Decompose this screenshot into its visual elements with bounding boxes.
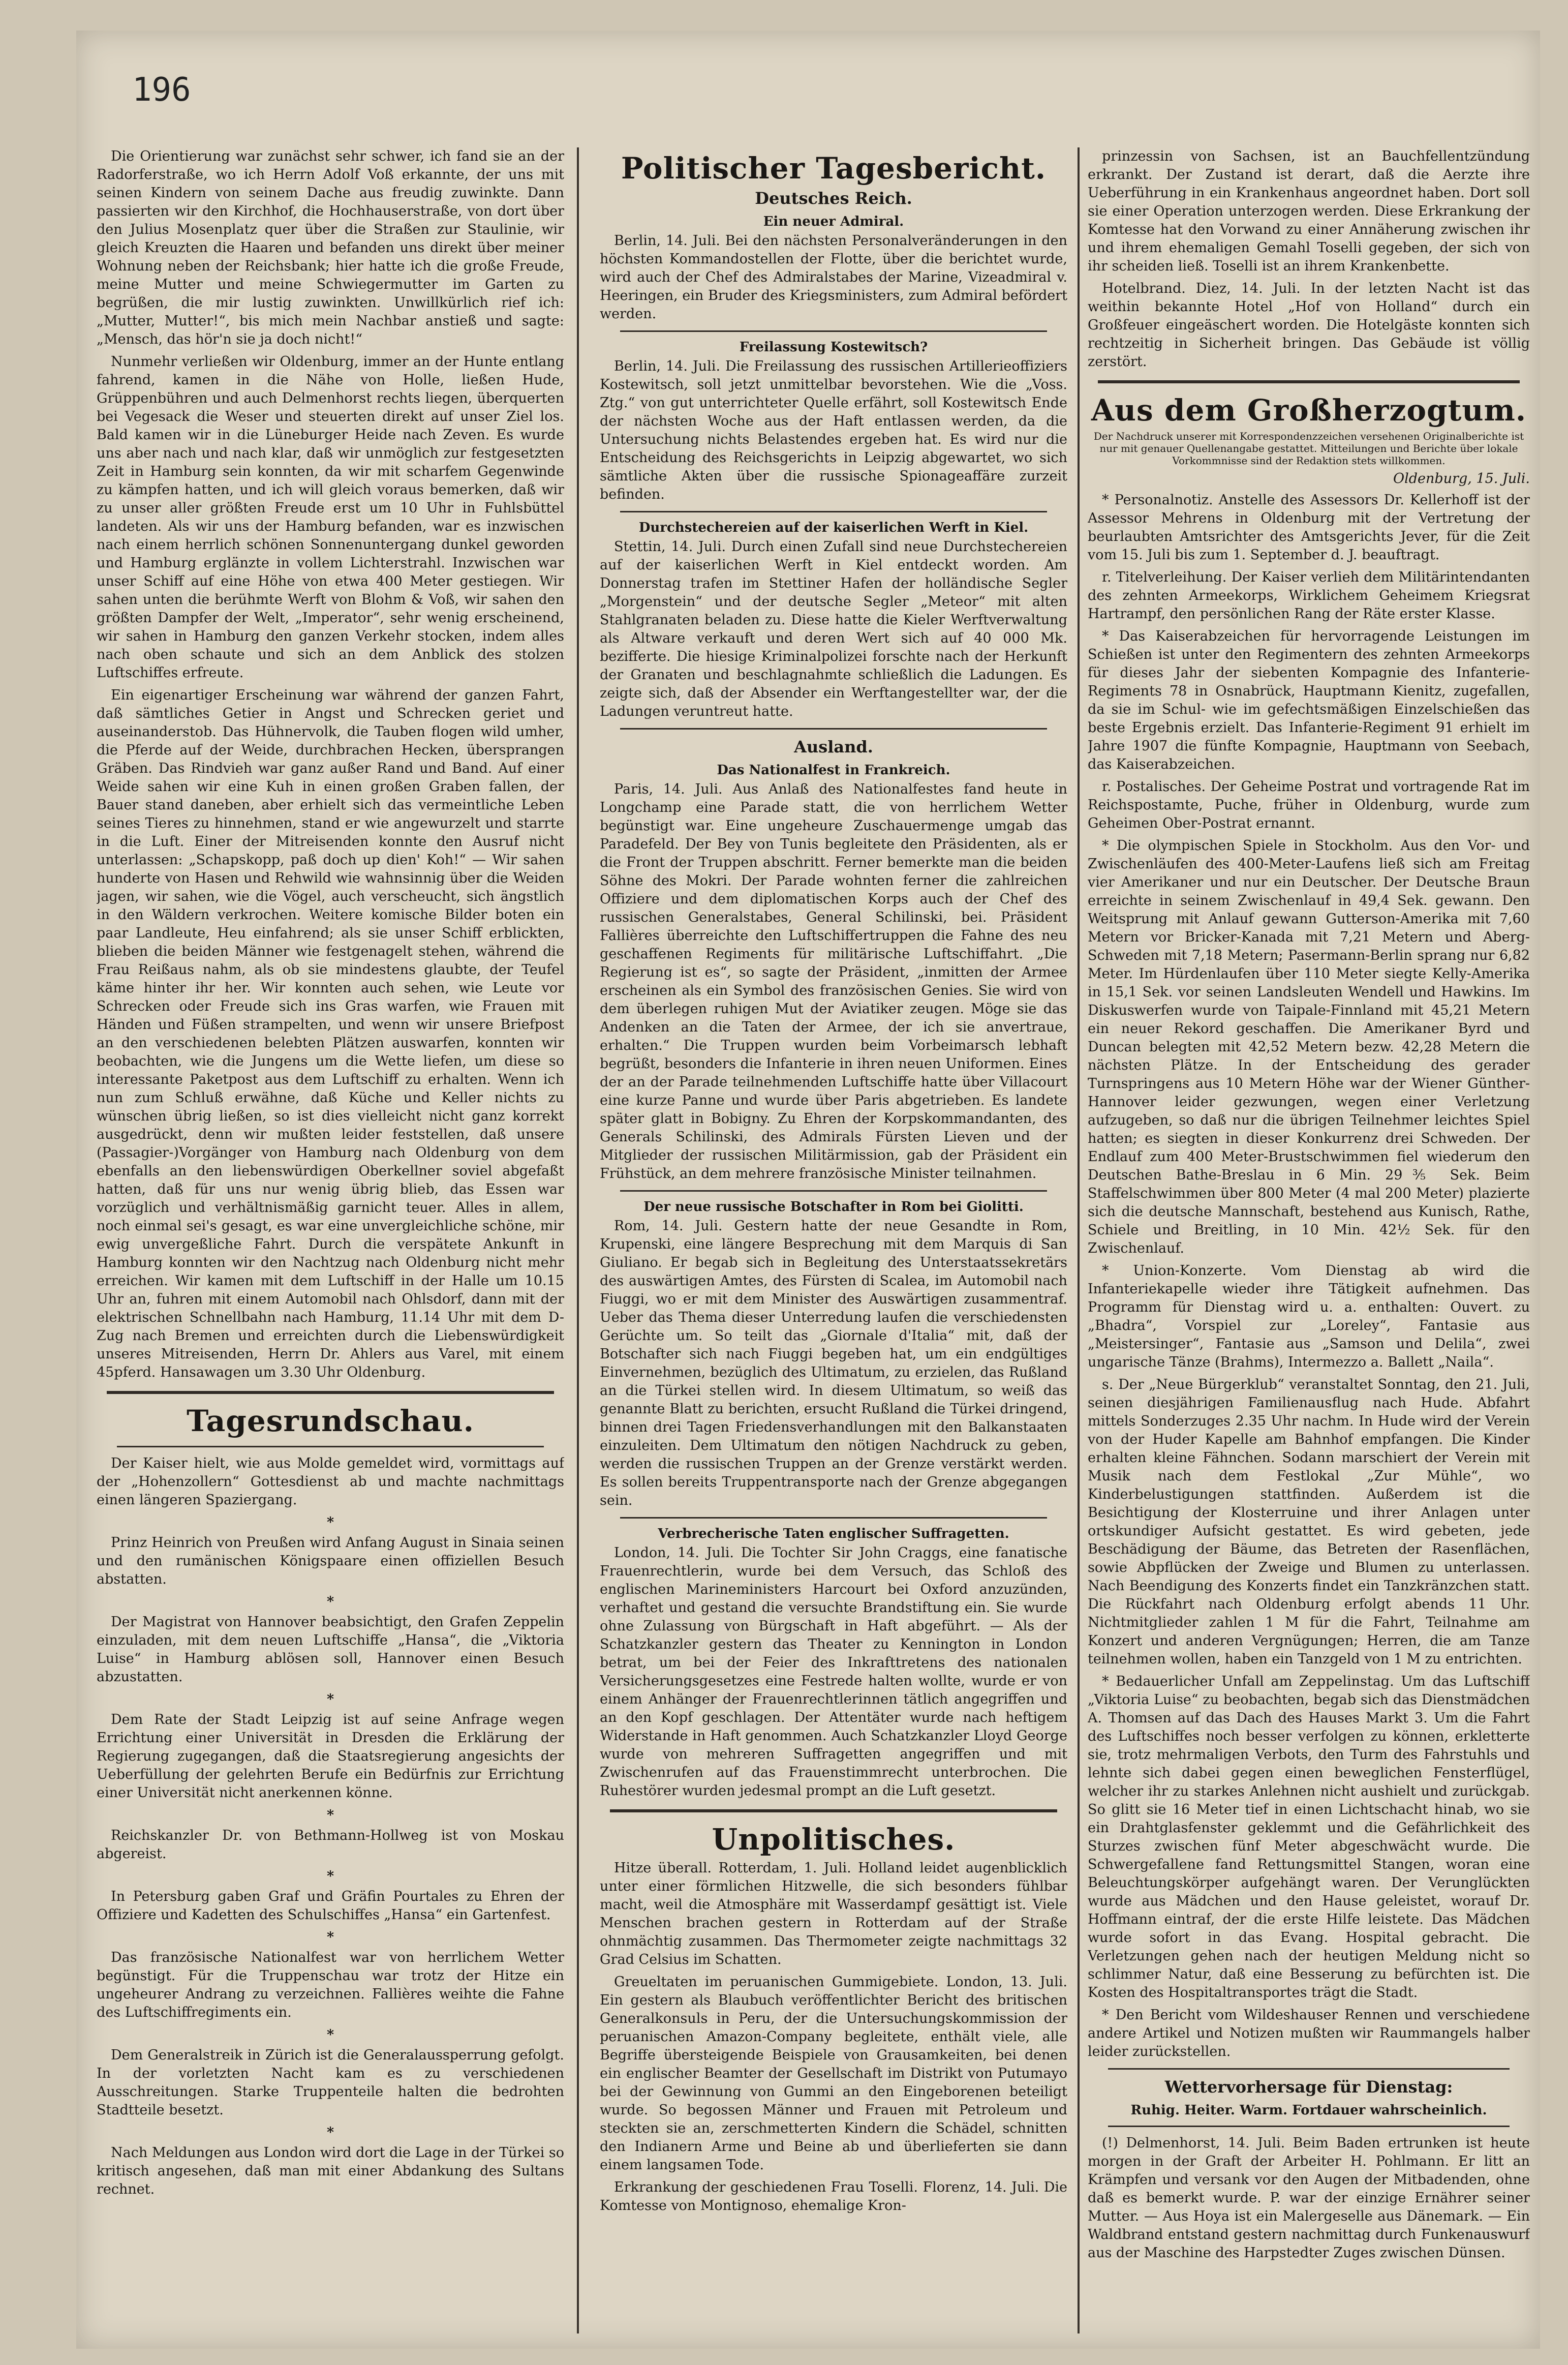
divider	[620, 1190, 1047, 1192]
article-paragraph: Hotelbrand. Diez, 14. Juli. In der letzten Nacht ist das weithin bekannte Hotel „Hof von Holland“ durch ein Großfeuer eingeäschert worden. Die Hotelgäste konnten sich rechtzeitig in Sicherheit bringen. Das Gebäude ist völlig zerstört.	[1088, 281, 1530, 370]
article-title: Verbrecherische Taten englischer Suffragetten.	[658, 1526, 1009, 1541]
article-paragraph: Erkrankung der geschiedenen Frau Toselli. Florenz, 14. Juli. Die Komtesse von Montignoso, ehemalige Kron-	[600, 2179, 1067, 2214]
article-title: Das Nationalfest in Frankreich.	[717, 763, 950, 778]
section-divider	[107, 1391, 554, 1394]
news-item: Der Magistrat von Hannover beabsichtigt, den Grafen Zeppelin einzuladen, mit dem neuen Luftschiffe „Hansa“, die „Viktoria Luise“ in Hamburg ablösen soll, Hannover einen Besuch abzustatten.	[97, 1614, 564, 1685]
news-item: * Das Kaiserabzeichen für hervorragende Leistungen im Schießen ist unter den Regimentern des zehnten Armeekorps für dieses Jahr der siebenten Kompagnie des Infanterie-Regiments 78 in Osnabrück, Hauptmann Kienitz, zugefallen, da sie im Schul- wie im gefechtsmäßigen Einzelschießen das beste Ergebnis erzielt. Das Infanterie-Regiment 91 erhielt im Jahre 1907 die fünfte Kompagnie, Hauptmann von Seebach, das Kaiserabzeichen.	[1088, 628, 1530, 772]
article-title: Ein neuer Admiral.	[763, 214, 904, 229]
divider	[1108, 2126, 1510, 2127]
reprint-notice: Der Nachdruck unserer mit Korrespondenzzeichen versehenen Originalberichte ist nur mit genauer Quellenangabe gestattet. Mitteilungen und Berichte über lokale Vorkommnisse sind der Redaktion stets willkommen.	[1093, 430, 1524, 467]
article-paragraph: Stettin, 14. Juli. Durch einen Zufall sind neue Durchstechereien auf der kaiserlichen Werft in Kiel entdeckt worden. Am Donnerstag trafen im Stettiner Hafen der holländische Segler „Morgenstein“ und der deutsche Segler „Meteor“ mit alten Stahlgranaten beladen zu. Diese hatte die Kieler Werftverwaltung als Altware verkauft und deren Wert sich auf 40 000 Mk. bezifferte. Die hiesige Kriminalpolizei forschte nach der Herkunft der Granaten und beschlagnahmte schließlich die Ladungen. Es zeigte sich, daß der Absender ein Werftangestellter war, der die Ladungen veruntreut hatte.	[600, 539, 1067, 719]
divider	[620, 511, 1047, 512]
column-middle	[600, 147, 1067, 2323]
item-separator: *	[326, 1594, 334, 1610]
section-divider	[1098, 380, 1520, 383]
news-item: Der Kaiser hielt, wie aus Molde gemeldet wird, vormittags auf der „Hohenzollern“ Gottesdienst ab und machte nachmittags einen längeren Spaziergang.	[97, 1456, 564, 1508]
article-paragraph: Nunmehr verließen wir Oldenburg, immer an der Hunte entlang fahrend, kamen in die Nähe von Holle, ließen Hude, Grüppenbühren und auch Delmenhorst rechts liegen, überquerten bei Vegesack die Weser und steuerten direkt auf unser Ziel los. Bald kamen wir in die Lüneburger Heide nach Zeven. Es wurde uns aber nach und nach klar, daß wir unmöglich zur festgesetzten Zeit in Hamburg sein konnten, da wir mit scharfem Gegenwinde zu kämpfen hatten, und ich will gleich voraus bemerken, daß wir zu unser aller größten Freude erst um 10 Uhr in Fuhlsbüttel landeten. Als wir uns der Hamburg befanden, war es inzwischen nach einem herrlich schönen Sonnenuntergang dunkel geworden und Hamburg erglänzte in vollem Lichterstrahl. Inzwischen war unser Schiff auf eine Höhe von etwa 400 Meter gestiegen. Wir sahen unten die berühmte Werft von Blohm & Voß, wir sahen den größten Dampfer der Welt, „Imperator“, sehr wenig erscheinend, wir sahen in Hamburg den ganzen Verkehr stocken, indem alles nach oben schaute und sich an dem Anblick des stolzen Luftschiffes erfreute.	[97, 354, 564, 681]
news-item: s. Der „Neue Bürgerklub“ veranstaltet Sonntag, den 21. Juli, seinen diesjährigen Familienausflug nach Hude. Abfahrt mittels Sonderzuges 2.35 Uhr nachm. In Hude wird der Verein von der Huder Kapelle am Bahnhof empfangen. Die Kinder erhalten kleine Fähnchen. Sodann marschiert der Verein mit Musik nach dem Festlokal „Zur Mühle“, wo Kinderbelustigungen stattfinden. Außerdem ist die Besichtigung der Klosterruine und ihrer Anlagen unter ortskundiger Aufsicht gestattet. Es wird gebeten, jede Beschädigung der Bäume, das Betreten der Rasenflächen, sowie Abpflücken der Zweige und Blumen zu unterlassen. Nach Beendigung des Konzerts findet ein Tanzkränzchen statt. Die Rückfahrt nach Oldenburg erfolgt abends 11 Uhr. Nichtmitglieder zahlen 1 M für die Fahrt, Teilnahme am Konzert und anderen Vergnügungen; Herren, die am Tanze teilnehmen wollen, haben ein Tanzgeld von 1 M zu entrichten.	[1088, 1377, 1530, 1667]
article-paragraph: Ein eigenartiger Erscheinung war während der ganzen Fahrt, daß sämtliches Getier in Angst und Schrecken geriet und auseinanderstob. Das Hühnervolk, die Tauben flogen wild umher, die Pferde auf der Weide, durchbrachen Hecken, übersprangen Gräben. Das Rindvieh war ganz außer Rand und Band. Auf einer Weide sahen wir eine Kuh in einen großen Graben fallen, der Bauer stand daneben, aber erhielt sich das vermeintliche Leben seines Tieres zu hinnehmen, stand er wie angewurzelt und starrte in die Luft. Einer der Mitreisenden konnte den Ausruf nicht unterlassen: „Schapskopp, paß doch up dien' Koh!“ — Wir sahen hunderte von Hasen und Rehwild wie wahnsinnig über die Weiden jagen, wir sahen, wie die Vögel, auch verscheucht, sich ängstlich in den Wäldern verkrochen. Weitere komische Bilder boten ein paar Landleute, Heu einfahrend; als sie unser Schiff erblickten, blieben die beiden Männer wie festgenagelt stehen, während die Frau Reißaus nahm, als ob sie mindestens glaubte, der Teufel käme hinter ihr her. Wir konnten auch sehen, wie Leute vor Schrecken oder Freude sich ins Gras warfen, wie Frauen mit Händen und Füßen strampelten, und wenn wir unsere Briefpost an den verschiedenen belebten Plätzen auswarfen, konnten wir beobachten, wie die Jungens um die Wette liefen, um diese so interessante Paketpost aus dem Luftschiff zu erhalten. Wenn ich nun zum Schluß erwähne, daß Küche und Keller nichts zu wünschen übrig ließen, so ist dies vielleicht nicht ganz korrekt ausgedrückt, denn wir mußten leider feststellen, daß unsere (Passagier-)Vorgänger von Hamburg nach Oldenburg von dem ebenfalls an den liebenswürdigen Oberkellner soviel abgefaßt hatten, daß für uns nur wenig übrig blieb, das Essen war vorzüglich und verhältnismäßig garnicht teuer. Alles in allem, noch einmal sei's gesagt, es war eine unvergleichliche schöne, mir ewig unvergeßliche Fahrt. Durch die verspätete Ankunft in Hamburg konnten wir den Nachtzug nach Oldenburg nicht mehr erreichen. Wir kamen mit dem Luftschiff in der Halle um 10.15 Uhr an, fuhren mit einem Automobil nach Ohlsdorf, dann mit der elektrischen Schnellbahn nach Hamburg, 11.14 Uhr mit dem D-Zug nach Bremen und erreichten durch die Liebenswürdigkeit unseres Mitreisenden, Herrn Dr. Ahlers aus Varel, mit einem 45pferd. Hansawagen um 3.30 Uhr Oldenburg.	[97, 687, 564, 1380]
article-title: Der neue russische Botschafter in Rom bei Giolitti.	[643, 1199, 1024, 1215]
section-heading-tagesrundschau: Tagesrundschau.	[187, 1404, 474, 1438]
section-heading-unpolitisches: Unpolitisches.	[712, 1822, 956, 1857]
news-item: * Bedauerlicher Unfall am Zeppelinstag. Um das Luftschiff „Viktoria Luise“ zu beobachten, begab sich das Dienstmädchen A. Thomsen auf das Dach des Hauses Markt 3. Um die Fahrt des Luftschiffes noch besser verfolgen zu können, erkletterte sie, trotz mehrmaligen Verbots, den Turm des Fahrstuhls und lehnte sich dabei gegen einen beweglichen Fensterflügel, welcher ihr zu starkes Anlehnen nicht aushielt und zurückgab. So glitt sie 16 Meter tief in einen Lichtschacht hinab, wo sie ein Drahtglasfenster geklemmt und die Gefährlichkeit des Sturzes zwischen fünf Meter abgeschwächt wurde. Die Schwergefallene fand Rettungsmittel Stangen, woran eine Beleuchtungskörper aufgehängt waren. Der Verunglückten wurde aus Mädchen und den Hause geleistet, worauf Dr. Hoffmann eintraf, der die erste Hilfe leistete. Das Mädchen wurde sofort in das Evang. Hospital gebracht. Die Verletzungen gehen nach der heutigen Meldung nicht so schlimmer Natur, daß eine Besserung zu befürchten ist. Die Kosten des Hospitaltransportes trägt die Stadt.	[1088, 1674, 1530, 2000]
section-heading-grossherzogtum: Aus dem Großherzogtum.	[1091, 393, 1527, 428]
news-item: Prinz Heinrich von Preußen wird Anfang August in Sinaia seinen und den rumänischen Königspaare einen offiziellen Besuch abstatten.	[97, 1535, 564, 1587]
item-separator: *	[326, 1868, 334, 1884]
news-item: Reichskanzler Dr. von Bethmann-Hollweg ist von Moskau abgereist.	[97, 1828, 564, 1862]
news-item: * Union-Konzerte. Vom Dienstag ab wird die Infanteriekapelle wieder ihre Tätigkeit aufnehmen. Das Programm für Dienstag wird u. a. enthalten: Ouvert. zu „Bhadra“, Vorspiel zur „Loreley“, Fantasie aus „Meistersinger“, Fantasie aus „Samson und Delila“, zwei ungarische Tänze (Brahms), Intermezzo a. Ballett „Naila“.	[1088, 1263, 1530, 1370]
divider	[620, 330, 1047, 332]
item-separator: *	[326, 1691, 334, 1707]
divider	[620, 1517, 1047, 1519]
item-separator: *	[326, 1807, 334, 1823]
article-paragraph: Berlin, 14. Juli. Die Freilassung des russischen Artillerieoffiziers Kostewitsch, soll jetzt unmittelbar bevorstehen. Wie die „Voss. Ztg.“ von gut unterrichteter Quelle erfährt, soll Kostewitsch Ende der nächsten Woche aus der Haft entlassen werden, da die Untersuchung nichts Belastendes ergeben hat. Es wird nur die Entscheidung des Reichsgerichts in Leipzig abgewartet, wo sich sämtliche Akten über die russische Spionageaffäre zurzeit befinden.	[600, 358, 1067, 502]
subheading-ausland: Ausland.	[794, 737, 873, 756]
news-item: r. Titelverleihung. Der Kaiser verlieh dem Militärintendanten des zehnten Armeekorps, Wirklichem Geheimem Kriegsrat Hartrampf, den persönlichen Rang der Räte erster Klasse.	[1088, 569, 1530, 622]
news-item: Das französische Nationalfest war von herrlichem Wetter begünstigt. Für die Truppenschau war trotz der Hitze ein ungeheurer Andrang zu verzeichnen. Fallières weihte die Fahne des Luftschiffregiments ein.	[97, 1950, 564, 2020]
news-item: r. Postalisches. Der Geheime Postrat und vortragende Rat im Reichspostamte, Puche, früher in Oldenburg, wurde zum Geheimen Ober-Postrat ernannt.	[1088, 779, 1530, 831]
article-paragraph: Greueltaten im peruanischen Gummigebiete. London, 13. Juli. Ein gestern als Blaubuch veröffentlichter Bericht des britischen Generalkonsuls in Peru, der die Untersuchungskommission der peruanischen Amazon-Company begleitete, enthält viele, alle Begriffe übersteigende Beispiele von Grausamkeiten, bei denen ein englischer Beamter der Gesellschaft im Distrikt von Putumayo bei der Gewinnung von Gummi an den Eingeborenen beteiligt wurde. So begossen Männer und Frauen mit Petroleum und steckten sie an, zerschmetterten Kindern die Schädel, schnitten den Indianern Arme und Beine ab und überlieferten sie dann einem langsamen Tode.	[600, 1974, 1067, 2173]
column-left	[97, 147, 564, 2323]
news-item: * Personalnotiz. Anstelle des Assessors Dr. Kellerhoff ist der Assessor Mehrens in Oldenburg mit der Vertretung der beurlaubten Amtsrichter des Amtsgerichts Jever, für die Zeit vom 15. Juli bis zum 1. September d. J. beauftragt.	[1088, 492, 1530, 563]
article-paragraph: Berlin, 14. Juli. Bei den nächsten Personalveränderungen in den höchsten Kommandostellen der Flotte, über die berichtet wurde, wird auch der Chef des Admiralstabes der Marine, Vizeadmiral v. Heeringen, ein Bruder des Kriegsministers, zum Admiral befördert werden.	[600, 233, 1067, 322]
column-rule	[577, 147, 579, 2333]
article-paragraph: London, 14. Juli. Die Tochter Sir John Craggs, eine fanatische Frauenrechtlerin, wurde bei dem Versuch, das Schloß des englischen Marineministers Harcourt bei Oxford anzuzünden, verhaftet und gestand die versuchte Brandstiftung ein. Sie wurde ohne Zulassung von Bürgschaft in Haft abgeführt. — Als der Schatzkanzler gestern das Theater zu Kennington in London betrat, um bei der Feier des Inkrafttretens des nationalen Versicherungsgesetzes eine Festrede halten wollte, wurde er von einem Anhänger der Frauenrechtlerinnen tätlich angegriffen und an den Kopf geschlagen. Der Attentäter wurde nach heftigem Widerstande in Haft genommen. Auch Schatzkanzler Lloyd George wurde von mehreren Suffragetten angegriffen und mit Zwischenrufen auf das Frauenstimmrecht unterbrochen. Die Ruhestörer wurden jedesmal prompt an die Luft gesetzt.	[600, 1545, 1067, 1799]
news-item: Nach Meldungen aus London wird dort die Lage in der Türkei so kritisch angesehen, daß man mit einer Abdankung des Sultans rechnet.	[97, 2145, 564, 2197]
item-separator: *	[326, 2125, 334, 2140]
article-paragraph: Die Orientierung war zunächst sehr schwer, ich fand sie an der Radorferstraße, wo ich Herrn Adolf Voß erkannte, der uns mit seinen Kindern von seinem Dache aus freudig zuwinkte. Dann passierten wir den Kirchhof, die Hochhauserstraße, von dort über den Julius Mosenplatz quer über die Straßen zur Staulinie, wir gleich Kreuzten die Haaren und befanden uns direkt über meiner Wohnung neben der Reichsbank; hier hatte ich die große Freude, meine Mutter und meine Schwiegermutter im Garten zu begrüßen, die mir lustig zuwinkten. Unwillkürlich rief ich: „Mutter, Mutter!“, bis mich mein Nachbar anstieß und sagte: „Mensch, das hör'n sie ja doch nicht!“	[97, 148, 564, 347]
article-paragraph: Rom, 14. Juli. Gestern hatte der neue Gesandte in Rom, Krupenski, eine längere Besprechung mit dem Marquis di San Giuliano. Er begab sich in Begleitung des Unterstaatssekretärs des auswärtigen Amtes, des Fürsten di Scalea, im Automobil nach Fiuggi, wo er mit dem Minister des Auswärtigen zusammentraf. Ueber das Thema dieser Unterredung laufen die verschiedensten Gerüchte um. So teilt das „Giornale d'Italia“ mit, daß der Botschafter sich nach Fiuggi begeben hat, um ein endgültiges Einvernehmen, bezüglich des Ultimatum, zu erzielen, das Rußland an die Türkei stellen wird. In diesem Ultimatum, so weiß das genannte Blatt zu berichten, ersucht Rußland die Türkei dringend, binnen drei Tagen Friedensverhandlungen mit den Balkanstaaten einzuleiten. Dem Ultimatum den nötigen Nachdruck zu geben, werden die russischen Truppen an der Grenze verstärkt werden. Es sollen bereits Truppentransporte nach der Grenze abgegangen sein.	[600, 1218, 1067, 1508]
divider	[1108, 2068, 1510, 2070]
news-item: (!) Delmenhorst, 14. Juli. Beim Baden ertrunken ist heute morgen in der Graft der Arbeiter H. Pohlmann. Er litt an Krämpfen und versank vor den Augen der Mitbadenden, ohne daß es bemerkt wurde. P. war der einzige Ernährer seiner Mutter. — Aus Hoya ist ein Malergeselle aus Dänemark. — Ein Waldbrand entstand gestern nachmittag durch Funkenauswurf aus der Maschine des Harpstedter Zuges zwischen Dünsen.	[1088, 2135, 1530, 2261]
divider	[620, 728, 1047, 730]
news-item: Dem Rate der Stadt Leipzig ist auf seine Anfrage wegen Errichtung einer Universität in Dresden die Erklärung der Regierung zugegangen, daß die Staatsregierung angesichts der Ueberfüllung der gelehrten Berufe ein Bedürfnis zur Errichtung einer Universität nicht anerkennen könne.	[97, 1712, 564, 1801]
subheading-deutsches-reich: Deutsches Reich.	[755, 189, 912, 208]
item-separator: *	[326, 1929, 334, 1945]
column-rule	[1078, 147, 1080, 2333]
article-title: Durchstechereien auf der kaiserlichen Werft in Kiel.	[638, 520, 1029, 535]
news-item: Dem Generalstreik in Zürich ist die Generalaussperrung gefolgt. In der vorletzten Nacht kam es zu verschiedenen Ausschreitungen. Starke Truppenteile halten die bedrohten Stadtteile besetzt.	[97, 2047, 564, 2118]
item-separator: *	[326, 1514, 334, 1530]
item-separator: *	[326, 2027, 334, 2043]
newspaper-sheet	[76, 31, 1540, 2349]
news-item: * Den Bericht vom Wildeshauser Rennen und verschiedene andere Artikel und Notizen mußten wir Raummangels halber leider zurückstellen.	[1088, 2007, 1530, 2059]
news-item: * Die olympischen Spiele in Stockholm. Aus den Vor- und Zwischenläufen des 400-Meter-Laufens ließ sich am Freitag vier Amerikaner und nur ein Deutscher. Der Deutsche Braun erreichte in seinem Zwischenlauf in 49,4 Sek. gewann. Den Weitsprung mit Anlauf gewann Gutterson-Amerika mit 7,60 Metern vor Bricker-Kanada mit 7,21 Metern und Aberg-Schweden mit 7,18 Metern; Pasermann-Berlin sprang nur 6,82 Meter. Im Hürdenlaufen über 110 Meter siegte Kelly-Amerika in 15,1 Sek. vor seinen Landsleuten Wendell und Hawkins. Im Diskuswerfen wurde von Taipale-Finnland mit 45,21 Metern ein neuer Rekord geschaffen. Die Amerikaner Byrd und Duncan belegten mit 42,52 Metern bezw. 42,28 Metern die nächsten Plätze. In der Entscheidung des gerader Turnspringens aus 10 Metern Höhe war der Wiener Günther-Hannover leider gezwungen, wegen einer Verletzung aufzugeben, so daß nur die übrigen Teilnehmer leichtes Spiel hatten; es siegten in dieser Konkurrenz drei Schweden. Der Endlauf zum 400 Meter-Brustschwimmen fiel wiederum den Deutschen Bathe-Breslau in 6 Min. 29⅗ Sek. Beim Staffelschwimmen über 800 Meter (4 mal 200 Meter) plazierte sich die deutsche Mannschaft, bestehend aus Kunisch, Rathe, Schiele und Breitling, in 10 Min. 42½ Sek. für den Zwischenlauf.	[1088, 838, 1530, 1256]
section-divider	[610, 1809, 1057, 1812]
section-heading-politischer-tagesbericht: Politischer Tagesbericht.	[621, 151, 1047, 186]
article-paragraph: prinzessin von Sachsen, ist an Bauchfellentzündung erkrankt. Der Zustand ist derart, daß die Aerzte ihre Ueberführung in ein Krankenhaus angeordnet haben. Dort soll sie einer Operation unterzogen werden. Diese Erkrankung der Komtesse hat den Vorwand zu einer Annäherung zwischen ihr und ihrem ehemaligen Gemahl Toselli gegeben, der sich von ihr scheiden ließ. Toselli ist an ihrem Krankenbette.	[1088, 148, 1530, 274]
news-item: In Petersburg gaben Graf und Gräfin Pourtales zu Ehren der Offiziere und Kadetten des Schulschiffes „Hansa“ ein Gartenfest.	[97, 1889, 564, 1923]
article-paragraph: Paris, 14. Juli. Aus Anlaß des Nationalfestes fand heute in Longchamp eine Parade statt, die von herrlichem Wetter begünstigt war. Eine ungeheure Zuschauermenge umgab das Paradefeld. Der Bey von Tunis begleitete den Präsidenten, als er die Front der Truppen abschritt. Ferner bemerkte man die beiden Söhne des Mokri. Der Parade wohnten ferner die zahlreichen Offiziere und dem diplomatischen Korps auch der Chef des russischen Generalstabes, General Schilinski, bei. Präsident Fallières überreichte den Luftschiffertruppen die Fahne des neu geschaffenen Regiments für militärische Luftschiffahrt. „Die Regierung ist es“, so sagte der Präsident, „inmitten der Armee erscheinen als ein Symbol des französischen Genies. Sie wird von dem überlegen ruhigen Mut der Aviatiker zeugen. Möge sie das Andenken an die Taten der Armee, der ich sie anvertraue, erhalten.“ Die Truppen wurden beim Vorbeimarsch lebhaft begrüßt, besonders die Infanterie in ihren neuen Uniformen. Eines der an der Parade teilnehmenden Luftschiffe hatte über Villacourt eine kurze Panne und wurde über Paris abgetrieben. Es landete später glatt in Bobigny. Zu Ehren der Korpskommandanten, des Generals Schilinski, des Admirals Fürsten Lieven und der Mitglieder der russischen Militärmission, gab der Präsident ein Frühstück, an dem mehrere französische Minister teilnahmen.	[600, 781, 1067, 1181]
weather-forecast-text: Ruhig. Heiter. Warm. Fortdauer wahrscheinlich.	[1130, 2103, 1487, 2118]
dateline: Oldenburg, 15. Juli.	[1393, 471, 1530, 487]
article-title: Freilassung Kostewitsch?	[739, 340, 928, 355]
page-number: 196	[132, 71, 191, 109]
article-paragraph: Hitze überall. Rotterdam, 1. Juli. Holland leidet augenblicklich unter einer förmlichen Hitzwelle, die sich besonders fühlbar macht, weil die Atmosphäre mit Wasserdampf gesättigt ist. Viele Menschen brachen gestern in Rotterdam auf der Straße ohnmächtig zusammen. Das Thermometer zeigte nachmittags 32 Grad Celsius im Schatten.	[600, 1860, 1067, 1967]
column-right	[1088, 147, 1530, 2323]
divider	[117, 1446, 544, 1447]
weather-forecast-heading: Wettervorhersage für Dienstag:	[1164, 2077, 1453, 2097]
